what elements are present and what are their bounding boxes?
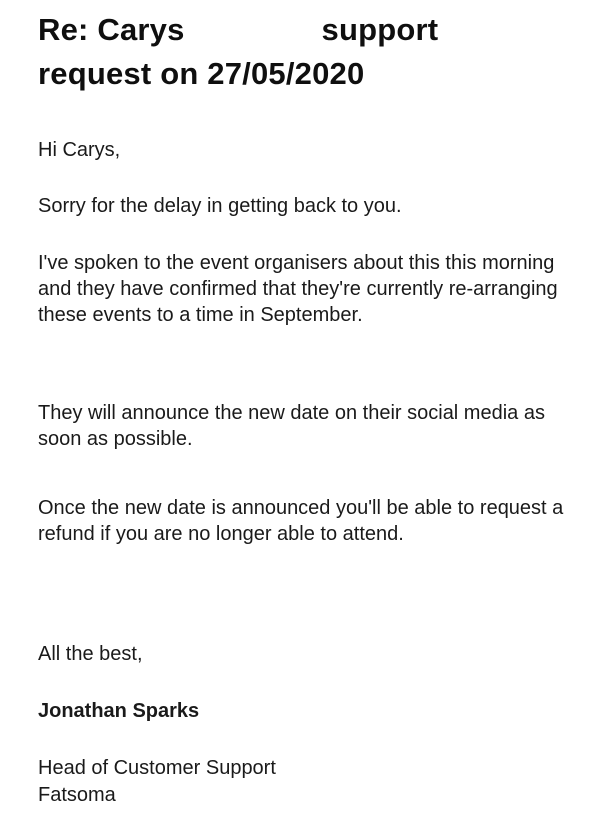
email-subject-line-2: request on 27/05/2020 (38, 56, 365, 91)
signature-title: Head of Customer Support (38, 757, 276, 779)
signature-company: Fatsoma (38, 784, 116, 806)
email-paragraph-announcement: They will announce the new date on their social media as soon as possible. (38, 402, 545, 450)
email-paragraph-apology: Sorry for the delay in getting back to you. (38, 195, 402, 217)
signature-name: Jonathan Sparks (38, 700, 200, 722)
email-subject-line-1 (38, 8, 578, 52)
email-paragraph-refund: Once the new date is announced you'll be able to request a refund if you are no longer able to attend. (38, 497, 564, 545)
email-paragraph-update: I've spoken to the event organisers about this this morning and they have confirmed that they're currently re-arranging these events to a time in September. (38, 252, 558, 326)
email-signoff: All the best, (38, 643, 143, 665)
email-subject (38, 8, 578, 96)
email-subject-suffix: support (321, 12, 439, 47)
email-subject-prefix: Re: Carys (38, 12, 185, 47)
email-greeting: Hi Carys, (38, 139, 121, 161)
